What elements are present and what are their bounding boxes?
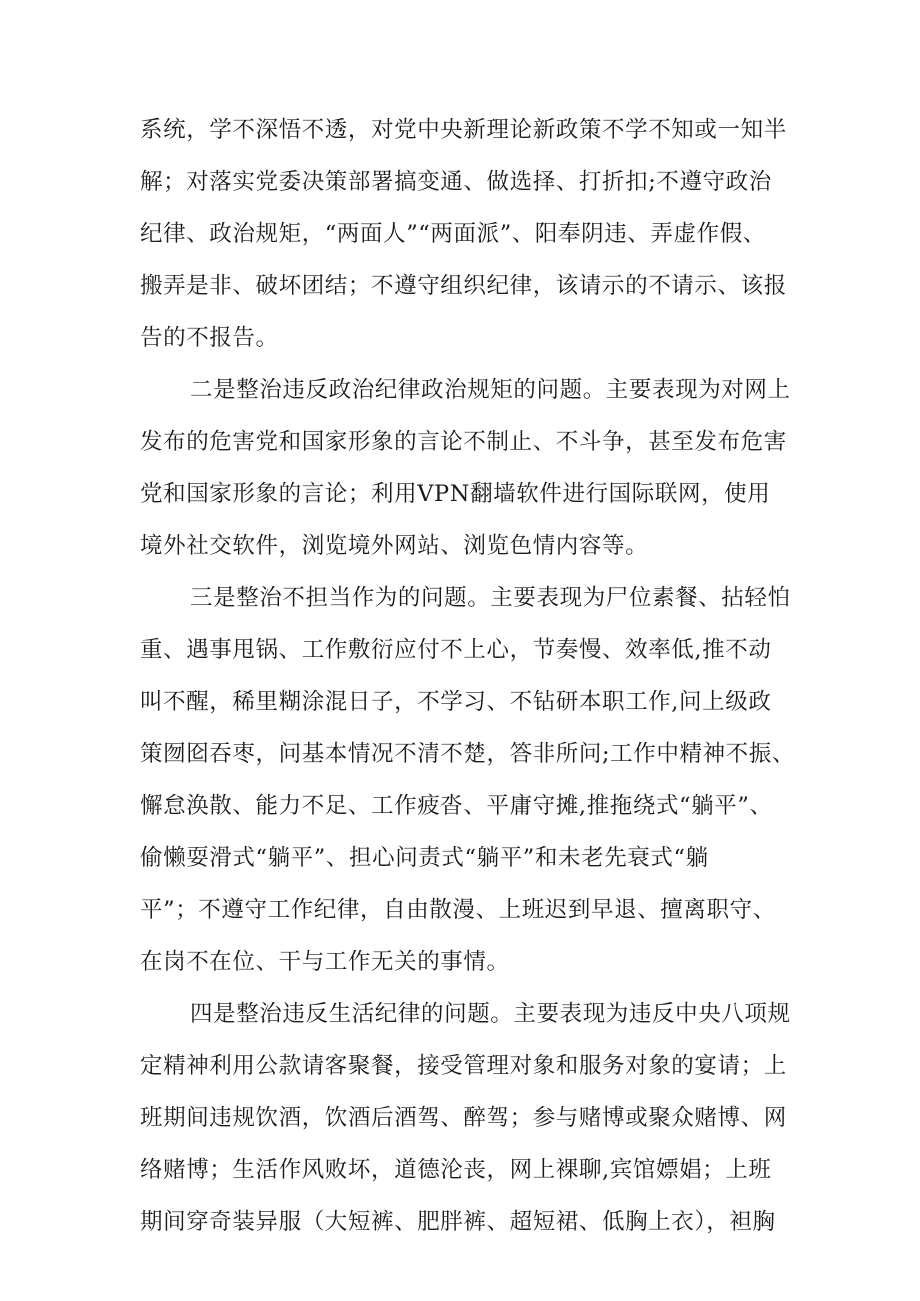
paragraph-start-line: 二是整治违反政治纪律政治规矩的问题。主要表现为对网上 [190,377,791,403]
text-line: 解；对落实党委决策部署搞变通、做选择、打折扣;不遵守政治 [140,169,772,195]
text-line: 平”；不遵守工作纪律，自由散漫、上班迟到早退、擅离职守、 [140,897,776,923]
text-line: 期间穿奇装异服（大短裤、肥胖裤、超短裙、低胸上衣），袒胸 [140,1209,776,1235]
text-line: 告的不报告。 [140,325,279,351]
text-line: 策囫囵吞枣，问基本情况不清不楚，答非所问;工作中精神不振、 [140,741,795,767]
text-line: 纪律、政治规矩，“两面人”“两面派”、阳奉阴违、弄虚作假、 [140,221,766,247]
text-line: 党和国家形象的言论；利用VPN翻墙软件进行国际联网，使用 [140,481,771,507]
paragraph-start-line: 四是整治违反生活纪律的问题。主要表现为违反中央八项规 [190,1001,791,1027]
document-body [140,104,800,1248]
text-line: 络赌博；生活作风败坏，道德沦丧，网上裸聊,宾馆嫖娼；上班 [140,1157,772,1183]
text-line: 搬弄是非、破坏团结；不遵守组织纪律，该请示的不请示、该报 [140,273,787,299]
text-line: 系统，学不深悟不透，对党中央新理论新政策不学不知或一知半 [140,117,787,143]
text-line: 班期间违规饮酒，饮酒后酒驾、醉驾；参与赌博或聚众赌博、网 [140,1105,787,1131]
text-line: 在岗不在位、干与工作无关的事情。 [140,949,510,975]
text-line: 偷懒耍滑式“躺平”、担心问责式“躺平”和未老先衰式“躺 [140,845,709,871]
text-line: 重、遇事甩锅、工作敷衍应付不上心，节奏慢、效率低,推不动 [140,637,772,663]
text-line: 境外社交软件，浏览境外网站、浏览色情内容等。 [140,533,649,559]
text-line: 懈怠涣散、能力不足、工作疲沓、平庸守摊,推拖绕式“躺平”、 [140,793,773,819]
text-line: 发布的危害党和国家形象的言论不制止、不斗争，甚至发布危害 [140,429,787,455]
paragraph-start-line: 三是整治不担当作为的问题。主要表现为尸位素餐、拈轻怕 [190,585,791,611]
text-line: 叫不醒，稀里糊涂混日子，不学习、不钻研本职工作,问上级政 [140,689,772,715]
text-line: 定精神利用公款请客聚餐，接受管理对象和服务对象的宴请；上 [140,1053,787,1079]
